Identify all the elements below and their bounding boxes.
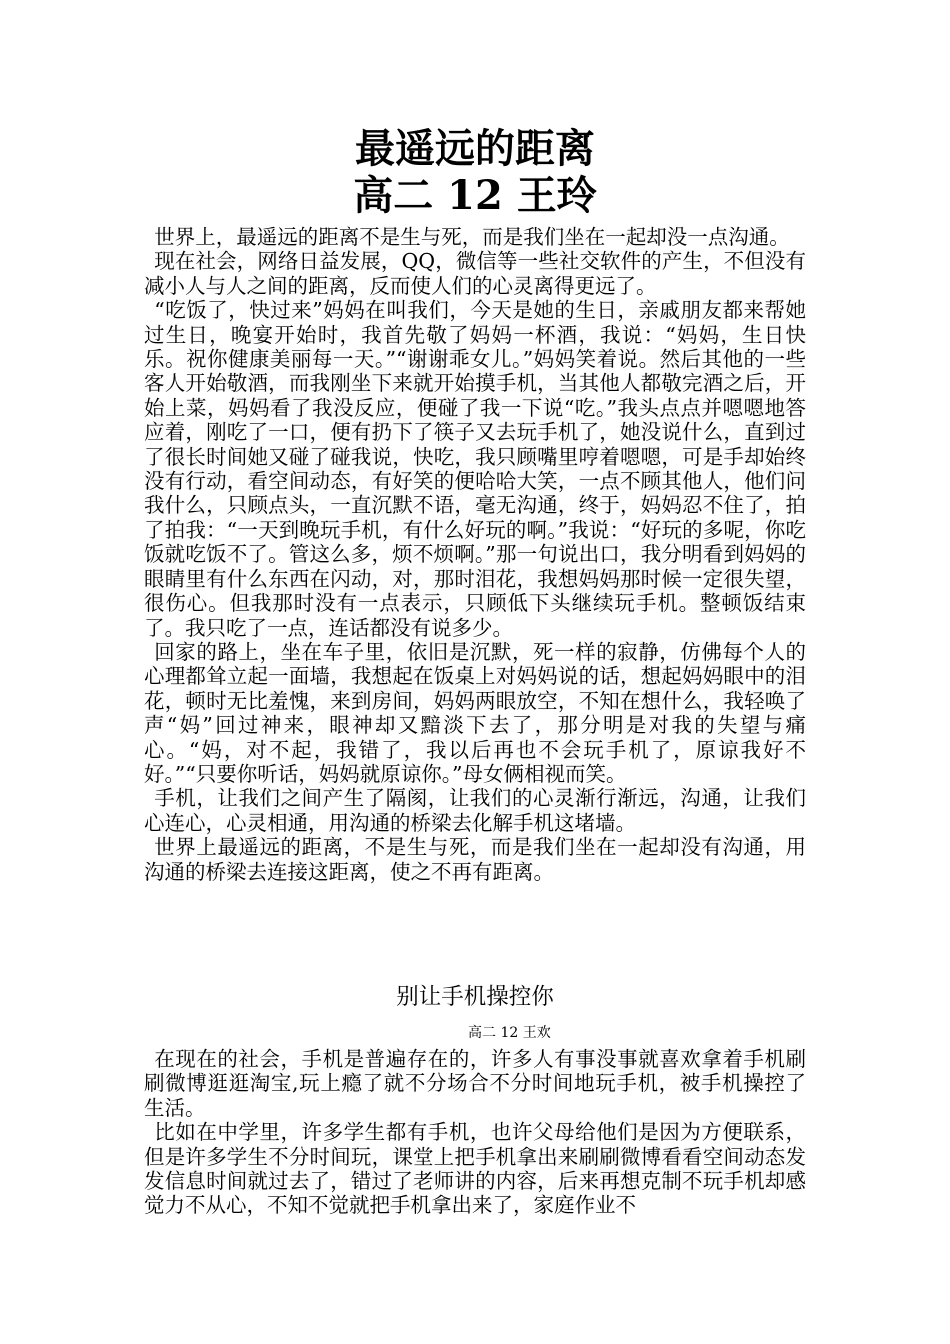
essay1-paragraph: 手机，让我们之间产生了隔阂，让我们的心灵渐行渐远，沟通，让我们心连心，心灵相通，用沟通的桥梁去化解手机这堵墙。 [144, 786, 806, 835]
essay1-paragraph: “吃饭了，快过来”妈妈在叫我们，今天是她的生日，亲戚朋友都来帮她过生日，晚宴开始时，我首先敬了妈妈一杯酒，我说：“妈妈，生日快乐。祝你健康美丽每一天。”“谢谢乖女儿。”妈妈笑着说。然后其他的一些客人开始敬酒，而我刚坐下来就开始摸手机，当其他人都敬完酒之后，开始上菜，妈妈看了我没反应，便碰了我一下说“吃。”我头点点并嗯嗯地答应着，刚吃了一口，便有扔下了筷子又去玩手机了，她没说什么，直到过了很长时间她又碰了碰我说，快吃，我只顾嘴里哼着嗯嗯，可是手却始终没有行动，看空间动态，有好笑的便哈哈大笑，一点不顾其他人，他们问我什么，只顾点头，一直沉默不语，毫无沟通，终于，妈妈忍不住了，拍了拍我：“一天到晚玩手机，有什么好玩的啊。”我说：“好玩的多呢，你吃饭就吃饭不了。管这么多，烦不烦啊。”那一句说出口，我分明看到妈妈的眼睛里有什么东西在闪动，对，那时泪花，我想妈妈那时候一定很失望，很伤心。但我那时没有一点表示，只顾低下头继续玩手机。整顿饭结束了。我只吃了一点，连话都没有说多少。 [144, 298, 806, 640]
essay2-title: 别让手机操控你 [396, 984, 554, 1010]
essay1-author-line: 高二 12 王玲 [353, 172, 597, 219]
essay2-body [144, 1047, 806, 1218]
essay2-paragraph: 比如在中学里，许多学生都有手机，也许父母给他们是因为方便联系，但是许多学生不分时间玩，课堂上把手机拿出来刷刷微博看看空间动态发发信息时间就过去了，错过了老师讲的内容，后来再想克制不玩手机却感觉力不从心，不知不觉就把手机拿出来了，家庭作业不 [144, 1120, 806, 1218]
essay2-author-line: 高二 12 王欢 [468, 1025, 551, 1041]
essay2-paragraph: 在现在的社会，手机是普遍存在的，许多人有事没事就喜欢拿着手机刷刷微博逛逛淘宝,玩上瘾了就不分场合不分时间地玩手机，被手机操控了生活。 [144, 1047, 806, 1120]
essay1-paragraph: 世界上，最遥远的距离不是生与死，而是我们坐在一起却没一点沟通。 [154, 225, 790, 249]
essay1-paragraph: 现在社会，网络日益发展，QQ，微信等一些社交软件的产生，不但没有减小人与人之间的距离，反而使人们的心灵离得更远了。 [144, 249, 806, 298]
essay1-paragraph: 回家的路上，坐在车子里，依旧是沉默，死一样的寂静，仿佛每个人的心理都耸立起一面墙，我想起在饭桌上对妈妈说的话，想起妈妈眼中的泪花，顿时无比羞愧，来到房间，妈妈两眼放空，不知在想什么，我轻唤了声“妈”回过神来，眼神却又黯淡下去了，那分明是对我的失望与痛心。“妈，对不起，我错了，我以后再也不会玩手机了，原谅我好不好。”“只要你听话，妈妈就原谅你。”母女俩相视而笑。 [144, 639, 806, 786]
essay1-title: 最遥远的距离 [355, 125, 595, 172]
essay1-paragraph: 世界上最遥远的距离，不是生与死，而是我们坐在一起却没有沟通，用沟通的桥梁去连接这距离，使之不再有距离。 [144, 835, 806, 884]
essay1-body [144, 225, 806, 884]
